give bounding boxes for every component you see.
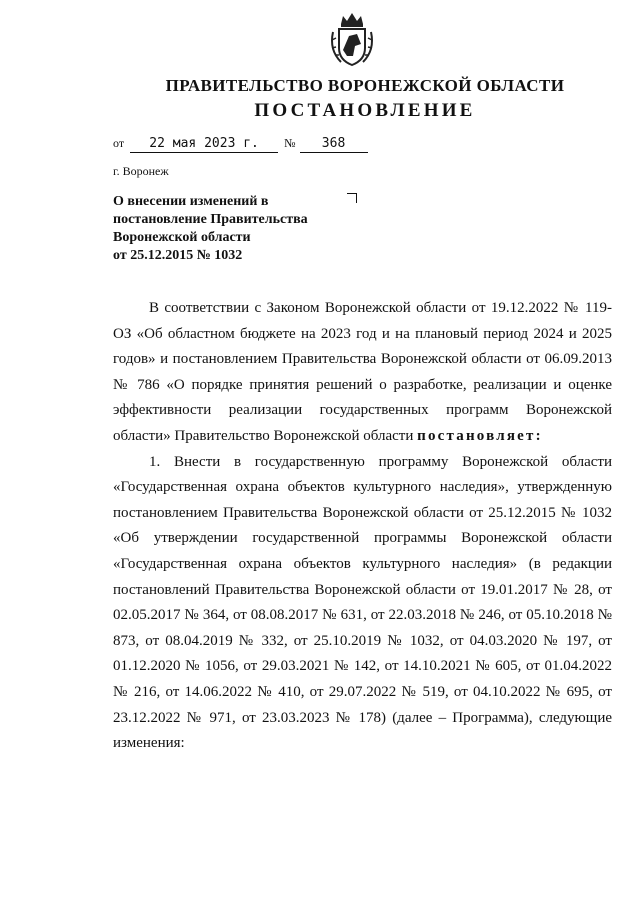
subject-line: Воронежской области [113, 230, 251, 245]
organization-name: ПРАВИТЕЛЬСТВО ВОРОНЕЖСКОЙ ОБЛАСТИ [165, 76, 565, 95]
corner-mark [347, 193, 357, 203]
preamble-text: В соответствии с Законом Воронежской области от 19.12.2022 № 119-ОЗ «Об областном бюджете на 2023 год и на плановый период 2024 и 2025 годов» и постановлением Правительства Воронежской области от 06.09.2013 № 786 «О порядке принятия решений о разработке, реализации и оценке эффективности реализации государственных программ Воронежской области» Правительство Воронежской области [113, 300, 612, 444]
number-label: № [284, 136, 296, 150]
city: г. Воронеж [113, 164, 169, 178]
subject-line: О внесении изменений в [113, 194, 269, 209]
date-value: 22 мая 2023 г. [130, 136, 278, 153]
preamble-paragraph [113, 296, 612, 450]
item-1-paragraph: 1. Внести в государственную программу Воронежской области «Государственная охрана объектов культурного наследия», утвержденную постановлением Правительства Воронежской области от 25.12.2015 № 1032 «Об утверждении государственной программы Воронежской области «Государственная охрана объектов культурного наследия» (в редакции постановлений Правительства Воронежской области от 19.01.2017 № 28, от 02.05.2017 № 364, от 08.08.2017 № 631, от 22.03.2018 № 246, от 05.10.2018 № 873, от 08.04.2019 № 332, от 25.10.2019 № 1032, от 04.03.2020 № 197, от 01.12.2020 № 1056, от 29.03.2021 № 142, от 14.10.2021 № 605, от 01.04.2022 № 216, от 14.06.2022 № 410, от 29.07.2022 № 519, от 04.10.2022 № 695, от 23.12.2022 № 971, от 23.03.2023 № 178) (далее – Программа), следующие изменения: [113, 453, 612, 752]
subject-line: постановление Правительства [113, 212, 308, 227]
document-body [113, 296, 612, 757]
date-label: от [113, 136, 125, 150]
document-type: ПОСТАНОВЛЕНИЕ [254, 100, 476, 121]
subject-line: от 25.12.2015 № 1032 [113, 248, 243, 263]
dateline [113, 136, 368, 153]
decree-word: постановляет: [417, 427, 543, 444]
coat-of-arms-icon [327, 10, 377, 68]
number-value: 368 [300, 136, 368, 153]
document-subject [113, 193, 353, 265]
